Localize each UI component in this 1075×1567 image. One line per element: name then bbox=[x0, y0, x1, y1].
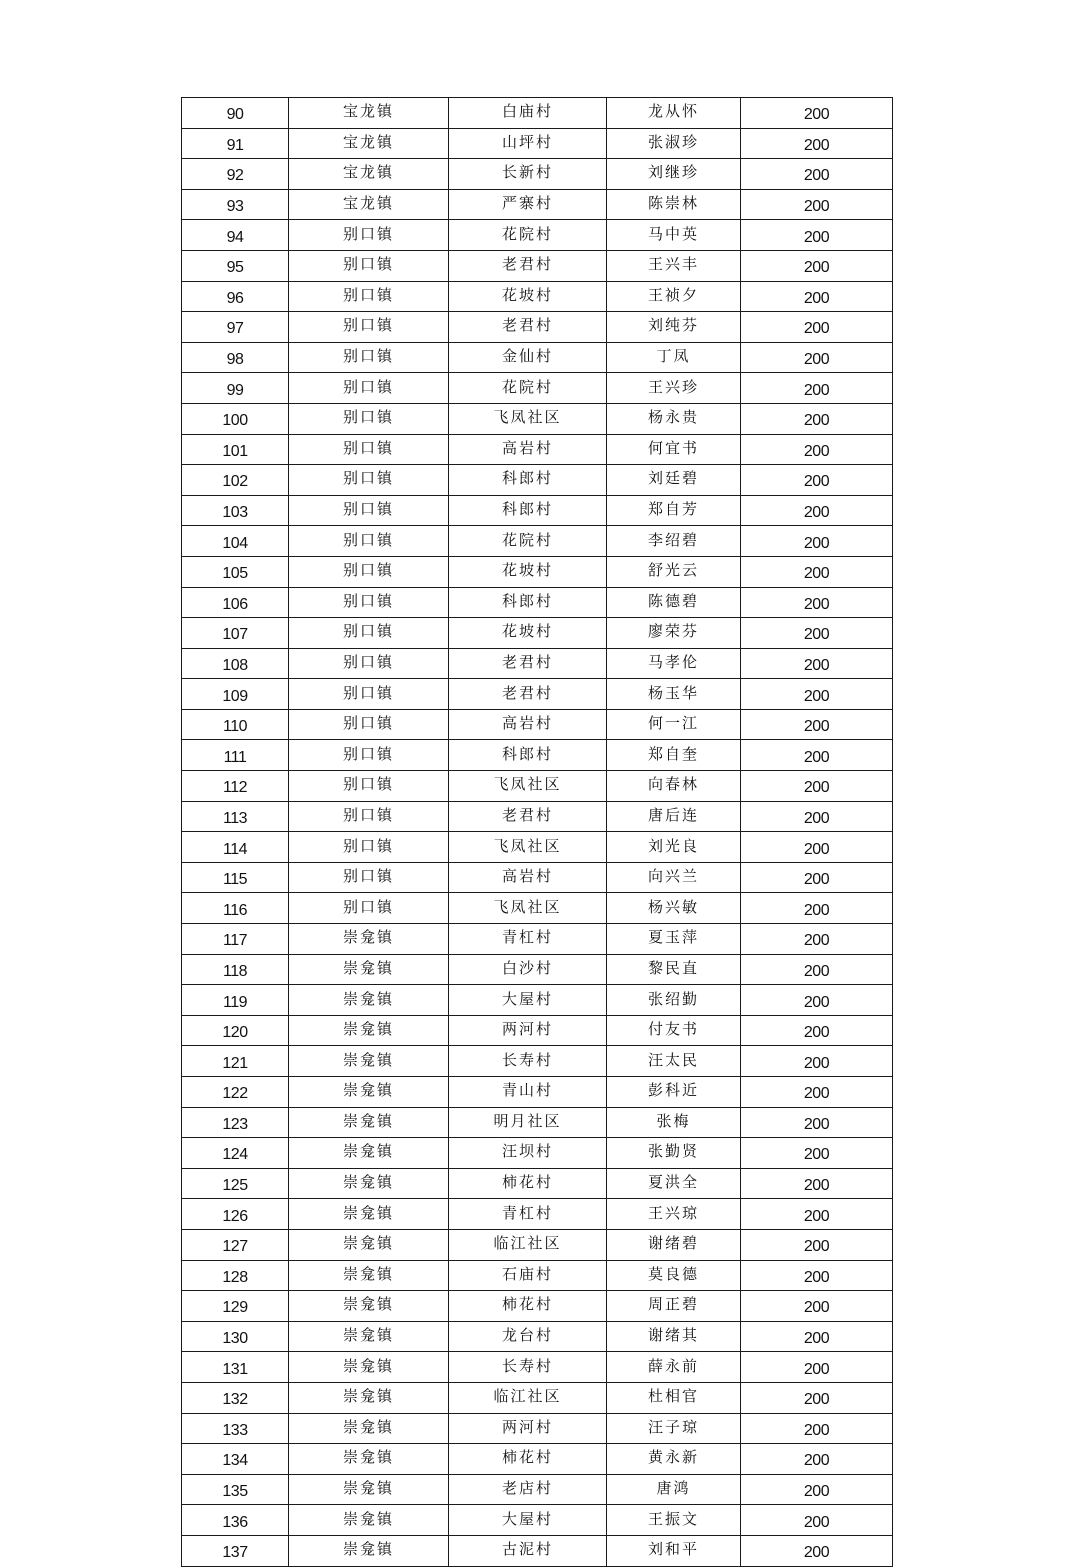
cell-serial-number: 136 bbox=[182, 1505, 289, 1536]
cell-person-name: 何宜书 bbox=[607, 434, 741, 465]
cell-person-name: 汪子琼 bbox=[607, 1413, 741, 1444]
cell-serial-number: 114 bbox=[182, 832, 289, 863]
cell-serial-number: 137 bbox=[182, 1535, 289, 1566]
cell-amount: 200 bbox=[741, 1229, 893, 1260]
cell-village: 飞凤社区 bbox=[449, 893, 607, 924]
cell-village: 飞凤社区 bbox=[449, 403, 607, 434]
cell-town: 别口镇 bbox=[289, 556, 449, 587]
cell-person-name: 夏玉萍 bbox=[607, 924, 741, 955]
cell-serial-number: 90 bbox=[182, 98, 289, 129]
table-row bbox=[182, 98, 893, 129]
cell-town: 崇龛镇 bbox=[289, 1138, 449, 1169]
cell-amount: 200 bbox=[741, 128, 893, 159]
cell-village: 花坡村 bbox=[449, 556, 607, 587]
table-row bbox=[182, 771, 893, 802]
cell-village: 临江社区 bbox=[449, 1382, 607, 1413]
cell-serial-number: 105 bbox=[182, 556, 289, 587]
cell-town: 崇龛镇 bbox=[289, 954, 449, 985]
table-row bbox=[182, 1077, 893, 1108]
cell-village: 老君村 bbox=[449, 312, 607, 343]
cell-town: 崇龛镇 bbox=[289, 1107, 449, 1138]
table-row bbox=[182, 679, 893, 710]
cell-town: 宝龙镇 bbox=[289, 159, 449, 190]
cell-serial-number: 119 bbox=[182, 985, 289, 1016]
cell-town: 别口镇 bbox=[289, 342, 449, 373]
cell-serial-number: 93 bbox=[182, 189, 289, 220]
cell-amount: 200 bbox=[741, 281, 893, 312]
cell-person-name: 薛永前 bbox=[607, 1352, 741, 1383]
cell-serial-number: 125 bbox=[182, 1168, 289, 1199]
cell-town: 崇龛镇 bbox=[289, 1260, 449, 1291]
table-row bbox=[182, 709, 893, 740]
cell-village: 青杠村 bbox=[449, 1199, 607, 1230]
cell-village: 严寨村 bbox=[449, 189, 607, 220]
table-row bbox=[182, 1107, 893, 1138]
cell-person-name: 刘和平 bbox=[607, 1535, 741, 1566]
cell-serial-number: 122 bbox=[182, 1077, 289, 1108]
cell-person-name: 陈崇林 bbox=[607, 189, 741, 220]
cell-village: 老君村 bbox=[449, 679, 607, 710]
cell-serial-number: 129 bbox=[182, 1291, 289, 1322]
cell-person-name: 黎民直 bbox=[607, 954, 741, 985]
cell-amount: 200 bbox=[741, 709, 893, 740]
cell-serial-number: 106 bbox=[182, 587, 289, 618]
cell-serial-number: 111 bbox=[182, 740, 289, 771]
cell-serial-number: 112 bbox=[182, 771, 289, 802]
cell-serial-number: 108 bbox=[182, 648, 289, 679]
roster-table-body bbox=[182, 98, 893, 1567]
table-row bbox=[182, 312, 893, 343]
cell-village: 花院村 bbox=[449, 526, 607, 557]
cell-person-name: 王兴丰 bbox=[607, 250, 741, 281]
cell-serial-number: 117 bbox=[182, 924, 289, 955]
cell-amount: 200 bbox=[741, 740, 893, 771]
table-row bbox=[182, 924, 893, 955]
cell-town: 别口镇 bbox=[289, 679, 449, 710]
cell-amount: 200 bbox=[741, 587, 893, 618]
table-row bbox=[182, 618, 893, 649]
cell-town: 崇龛镇 bbox=[289, 1352, 449, 1383]
cell-person-name: 杨兴敏 bbox=[607, 893, 741, 924]
cell-town: 别口镇 bbox=[289, 740, 449, 771]
cell-village: 飞凤社区 bbox=[449, 771, 607, 802]
table-row bbox=[182, 587, 893, 618]
cell-serial-number: 107 bbox=[182, 618, 289, 649]
cell-town: 崇龛镇 bbox=[289, 924, 449, 955]
cell-town: 别口镇 bbox=[289, 495, 449, 526]
cell-village: 科郎村 bbox=[449, 495, 607, 526]
cell-village: 山坪村 bbox=[449, 128, 607, 159]
table-row bbox=[182, 893, 893, 924]
cell-village: 青杠村 bbox=[449, 924, 607, 955]
table-row bbox=[182, 985, 893, 1016]
cell-town: 别口镇 bbox=[289, 434, 449, 465]
cell-serial-number: 121 bbox=[182, 1046, 289, 1077]
table-row bbox=[182, 1291, 893, 1322]
table-row bbox=[182, 495, 893, 526]
cell-amount: 200 bbox=[741, 924, 893, 955]
table-row bbox=[182, 1199, 893, 1230]
cell-village: 长新村 bbox=[449, 159, 607, 190]
cell-serial-number: 92 bbox=[182, 159, 289, 190]
cell-serial-number: 130 bbox=[182, 1321, 289, 1352]
cell-village: 长寿村 bbox=[449, 1046, 607, 1077]
table-row bbox=[182, 1046, 893, 1077]
cell-town: 宝龙镇 bbox=[289, 98, 449, 129]
cell-village: 老君村 bbox=[449, 250, 607, 281]
cell-amount: 200 bbox=[741, 159, 893, 190]
cell-town: 别口镇 bbox=[289, 771, 449, 802]
table-row bbox=[182, 1168, 893, 1199]
cell-village: 高岩村 bbox=[449, 862, 607, 893]
cell-serial-number: 127 bbox=[182, 1229, 289, 1260]
cell-person-name: 汪太民 bbox=[607, 1046, 741, 1077]
cell-amount: 200 bbox=[741, 954, 893, 985]
cell-person-name: 张勤贤 bbox=[607, 1138, 741, 1169]
cell-town: 别口镇 bbox=[289, 709, 449, 740]
table-row bbox=[182, 1413, 893, 1444]
cell-village: 柿花村 bbox=[449, 1444, 607, 1475]
cell-town: 别口镇 bbox=[289, 893, 449, 924]
cell-serial-number: 100 bbox=[182, 403, 289, 434]
cell-person-name: 何一江 bbox=[607, 709, 741, 740]
cell-village: 长寿村 bbox=[449, 1352, 607, 1383]
cell-village: 古泥村 bbox=[449, 1535, 607, 1566]
cell-town: 崇龛镇 bbox=[289, 1535, 449, 1566]
cell-person-name: 杜相官 bbox=[607, 1382, 741, 1413]
cell-amount: 200 bbox=[741, 1138, 893, 1169]
cell-serial-number: 98 bbox=[182, 342, 289, 373]
table-row bbox=[182, 220, 893, 251]
cell-town: 崇龛镇 bbox=[289, 1046, 449, 1077]
cell-village: 大屋村 bbox=[449, 1505, 607, 1536]
cell-person-name: 莫良德 bbox=[607, 1260, 741, 1291]
cell-amount: 200 bbox=[741, 556, 893, 587]
cell-amount: 200 bbox=[741, 1413, 893, 1444]
cell-town: 别口镇 bbox=[289, 618, 449, 649]
cell-serial-number: 134 bbox=[182, 1444, 289, 1475]
cell-serial-number: 133 bbox=[182, 1413, 289, 1444]
cell-amount: 200 bbox=[741, 1260, 893, 1291]
table-row bbox=[182, 1535, 893, 1566]
cell-person-name: 刘继珍 bbox=[607, 159, 741, 190]
table-row bbox=[182, 556, 893, 587]
cell-amount: 200 bbox=[741, 250, 893, 281]
table-row bbox=[182, 250, 893, 281]
table-row bbox=[182, 954, 893, 985]
cell-town: 崇龛镇 bbox=[289, 1505, 449, 1536]
cell-village: 龙台村 bbox=[449, 1321, 607, 1352]
cell-serial-number: 131 bbox=[182, 1352, 289, 1383]
table-row bbox=[182, 373, 893, 404]
cell-amount: 200 bbox=[741, 832, 893, 863]
cell-village: 高岩村 bbox=[449, 434, 607, 465]
cell-person-name: 李绍碧 bbox=[607, 526, 741, 557]
cell-amount: 200 bbox=[741, 1505, 893, 1536]
cell-amount: 200 bbox=[741, 220, 893, 251]
cell-village: 老店村 bbox=[449, 1474, 607, 1505]
cell-person-name: 谢绪其 bbox=[607, 1321, 741, 1352]
cell-town: 崇龛镇 bbox=[289, 1444, 449, 1475]
cell-amount: 200 bbox=[741, 1382, 893, 1413]
cell-village: 柿花村 bbox=[449, 1291, 607, 1322]
cell-amount: 200 bbox=[741, 342, 893, 373]
cell-village: 老君村 bbox=[449, 801, 607, 832]
cell-serial-number: 113 bbox=[182, 801, 289, 832]
cell-town: 别口镇 bbox=[289, 281, 449, 312]
cell-amount: 200 bbox=[741, 1291, 893, 1322]
table-row bbox=[182, 648, 893, 679]
cell-amount: 200 bbox=[741, 893, 893, 924]
cell-person-name: 黄永新 bbox=[607, 1444, 741, 1475]
cell-village: 科郎村 bbox=[449, 740, 607, 771]
cell-person-name: 陈德碧 bbox=[607, 587, 741, 618]
table-row bbox=[182, 1505, 893, 1536]
cell-amount: 200 bbox=[741, 526, 893, 557]
cell-serial-number: 102 bbox=[182, 465, 289, 496]
cell-village: 花院村 bbox=[449, 220, 607, 251]
cell-town: 别口镇 bbox=[289, 250, 449, 281]
cell-serial-number: 95 bbox=[182, 250, 289, 281]
cell-town: 别口镇 bbox=[289, 403, 449, 434]
cell-serial-number: 116 bbox=[182, 893, 289, 924]
roster-table bbox=[181, 97, 893, 1567]
cell-person-name: 丁凤 bbox=[607, 342, 741, 373]
cell-town: 别口镇 bbox=[289, 220, 449, 251]
cell-town: 崇龛镇 bbox=[289, 1168, 449, 1199]
cell-town: 崇龛镇 bbox=[289, 1413, 449, 1444]
cell-person-name: 谢绪碧 bbox=[607, 1229, 741, 1260]
cell-person-name: 张梅 bbox=[607, 1107, 741, 1138]
cell-town: 别口镇 bbox=[289, 862, 449, 893]
table-row bbox=[182, 862, 893, 893]
cell-serial-number: 99 bbox=[182, 373, 289, 404]
cell-person-name: 舒光云 bbox=[607, 556, 741, 587]
cell-town: 崇龛镇 bbox=[289, 1077, 449, 1108]
cell-amount: 200 bbox=[741, 1444, 893, 1475]
table-row bbox=[182, 281, 893, 312]
table-row bbox=[182, 342, 893, 373]
table-row bbox=[182, 189, 893, 220]
cell-town: 别口镇 bbox=[289, 648, 449, 679]
cell-village: 老君村 bbox=[449, 648, 607, 679]
cell-amount: 200 bbox=[741, 1168, 893, 1199]
table-row bbox=[182, 1352, 893, 1383]
table-row bbox=[182, 1474, 893, 1505]
cell-serial-number: 128 bbox=[182, 1260, 289, 1291]
cell-serial-number: 110 bbox=[182, 709, 289, 740]
cell-amount: 200 bbox=[741, 985, 893, 1016]
cell-town: 崇龛镇 bbox=[289, 1382, 449, 1413]
cell-person-name: 夏洪全 bbox=[607, 1168, 741, 1199]
cell-person-name: 唐后连 bbox=[607, 801, 741, 832]
table-row bbox=[182, 740, 893, 771]
table-row bbox=[182, 832, 893, 863]
cell-person-name: 唐鸿 bbox=[607, 1474, 741, 1505]
cell-village: 青山村 bbox=[449, 1077, 607, 1108]
cell-person-name: 张淑珍 bbox=[607, 128, 741, 159]
cell-serial-number: 126 bbox=[182, 1199, 289, 1230]
cell-town: 崇龛镇 bbox=[289, 1015, 449, 1046]
cell-person-name: 马中英 bbox=[607, 220, 741, 251]
table-row bbox=[182, 159, 893, 190]
cell-town: 崇龛镇 bbox=[289, 1321, 449, 1352]
cell-serial-number: 104 bbox=[182, 526, 289, 557]
cell-person-name: 王振文 bbox=[607, 1505, 741, 1536]
cell-serial-number: 101 bbox=[182, 434, 289, 465]
cell-person-name: 刘廷碧 bbox=[607, 465, 741, 496]
table-row bbox=[182, 465, 893, 496]
cell-town: 别口镇 bbox=[289, 801, 449, 832]
cell-person-name: 彭科近 bbox=[607, 1077, 741, 1108]
cell-person-name: 付友书 bbox=[607, 1015, 741, 1046]
cell-amount: 200 bbox=[741, 618, 893, 649]
cell-town: 别口镇 bbox=[289, 465, 449, 496]
cell-amount: 200 bbox=[741, 1352, 893, 1383]
cell-village: 花院村 bbox=[449, 373, 607, 404]
cell-person-name: 张绍勤 bbox=[607, 985, 741, 1016]
cell-amount: 200 bbox=[741, 1015, 893, 1046]
cell-town: 崇龛镇 bbox=[289, 985, 449, 1016]
cell-serial-number: 103 bbox=[182, 495, 289, 526]
cell-village: 白庙村 bbox=[449, 98, 607, 129]
cell-person-name: 刘纯芬 bbox=[607, 312, 741, 343]
cell-amount: 200 bbox=[741, 648, 893, 679]
cell-amount: 200 bbox=[741, 434, 893, 465]
cell-serial-number: 109 bbox=[182, 679, 289, 710]
cell-person-name: 杨玉华 bbox=[607, 679, 741, 710]
cell-village: 两河村 bbox=[449, 1413, 607, 1444]
cell-village: 大屋村 bbox=[449, 985, 607, 1016]
cell-amount: 200 bbox=[741, 189, 893, 220]
table-row bbox=[182, 1321, 893, 1352]
cell-amount: 200 bbox=[741, 373, 893, 404]
cell-village: 白沙村 bbox=[449, 954, 607, 985]
cell-serial-number: 94 bbox=[182, 220, 289, 251]
cell-serial-number: 132 bbox=[182, 1382, 289, 1413]
cell-person-name: 王祯夕 bbox=[607, 281, 741, 312]
table-row bbox=[182, 1229, 893, 1260]
cell-town: 别口镇 bbox=[289, 373, 449, 404]
table-row bbox=[182, 1015, 893, 1046]
cell-village: 科郎村 bbox=[449, 587, 607, 618]
cell-serial-number: 115 bbox=[182, 862, 289, 893]
cell-town: 崇龛镇 bbox=[289, 1291, 449, 1322]
cell-person-name: 周正碧 bbox=[607, 1291, 741, 1322]
cell-village: 金仙村 bbox=[449, 342, 607, 373]
cell-person-name: 杨永贵 bbox=[607, 403, 741, 434]
cell-town: 宝龙镇 bbox=[289, 189, 449, 220]
cell-town: 崇龛镇 bbox=[289, 1474, 449, 1505]
cell-amount: 200 bbox=[741, 98, 893, 129]
cell-amount: 200 bbox=[741, 1535, 893, 1566]
cell-village: 高岩村 bbox=[449, 709, 607, 740]
cell-amount: 200 bbox=[741, 679, 893, 710]
table-row bbox=[182, 403, 893, 434]
table-row bbox=[182, 1138, 893, 1169]
cell-village: 柿花村 bbox=[449, 1168, 607, 1199]
cell-serial-number: 97 bbox=[182, 312, 289, 343]
table-row bbox=[182, 1382, 893, 1413]
cell-serial-number: 120 bbox=[182, 1015, 289, 1046]
cell-amount: 200 bbox=[741, 403, 893, 434]
cell-person-name: 郑自奎 bbox=[607, 740, 741, 771]
cell-village: 汪坝村 bbox=[449, 1138, 607, 1169]
cell-amount: 200 bbox=[741, 862, 893, 893]
table-row bbox=[182, 128, 893, 159]
cell-person-name: 马孝伦 bbox=[607, 648, 741, 679]
cell-amount: 200 bbox=[741, 495, 893, 526]
cell-serial-number: 123 bbox=[182, 1107, 289, 1138]
cell-village: 两河村 bbox=[449, 1015, 607, 1046]
cell-village: 科郎村 bbox=[449, 465, 607, 496]
cell-amount: 200 bbox=[741, 1107, 893, 1138]
cell-person-name: 向兴兰 bbox=[607, 862, 741, 893]
cell-village: 临江社区 bbox=[449, 1229, 607, 1260]
cell-town: 宝龙镇 bbox=[289, 128, 449, 159]
cell-person-name: 王兴珍 bbox=[607, 373, 741, 404]
cell-person-name: 廖荣芬 bbox=[607, 618, 741, 649]
cell-serial-number: 124 bbox=[182, 1138, 289, 1169]
cell-town: 别口镇 bbox=[289, 832, 449, 863]
cell-amount: 200 bbox=[741, 771, 893, 802]
cell-person-name: 龙从怀 bbox=[607, 98, 741, 129]
cell-amount: 200 bbox=[741, 1321, 893, 1352]
cell-amount: 200 bbox=[741, 1474, 893, 1505]
cell-serial-number: 135 bbox=[182, 1474, 289, 1505]
cell-amount: 200 bbox=[741, 1046, 893, 1077]
table-row bbox=[182, 434, 893, 465]
cell-town: 别口镇 bbox=[289, 312, 449, 343]
cell-serial-number: 96 bbox=[182, 281, 289, 312]
cell-town: 别口镇 bbox=[289, 587, 449, 618]
cell-village: 明月社区 bbox=[449, 1107, 607, 1138]
cell-serial-number: 91 bbox=[182, 128, 289, 159]
table-row bbox=[182, 801, 893, 832]
cell-village: 飞凤社区 bbox=[449, 832, 607, 863]
cell-town: 别口镇 bbox=[289, 526, 449, 557]
cell-amount: 200 bbox=[741, 1077, 893, 1108]
cell-village: 石庙村 bbox=[449, 1260, 607, 1291]
cell-town: 崇龛镇 bbox=[289, 1229, 449, 1260]
cell-village: 花坡村 bbox=[449, 618, 607, 649]
cell-amount: 200 bbox=[741, 801, 893, 832]
cell-amount: 200 bbox=[741, 465, 893, 496]
cell-person-name: 刘光良 bbox=[607, 832, 741, 863]
cell-person-name: 向春林 bbox=[607, 771, 741, 802]
table-row bbox=[182, 1260, 893, 1291]
cell-amount: 200 bbox=[741, 312, 893, 343]
table-row bbox=[182, 1444, 893, 1475]
cell-village: 花坡村 bbox=[449, 281, 607, 312]
cell-serial-number: 118 bbox=[182, 954, 289, 985]
cell-town: 崇龛镇 bbox=[289, 1199, 449, 1230]
cell-amount: 200 bbox=[741, 1199, 893, 1230]
cell-person-name: 王兴琼 bbox=[607, 1199, 741, 1230]
table-row bbox=[182, 526, 893, 557]
cell-person-name: 郑自芳 bbox=[607, 495, 741, 526]
